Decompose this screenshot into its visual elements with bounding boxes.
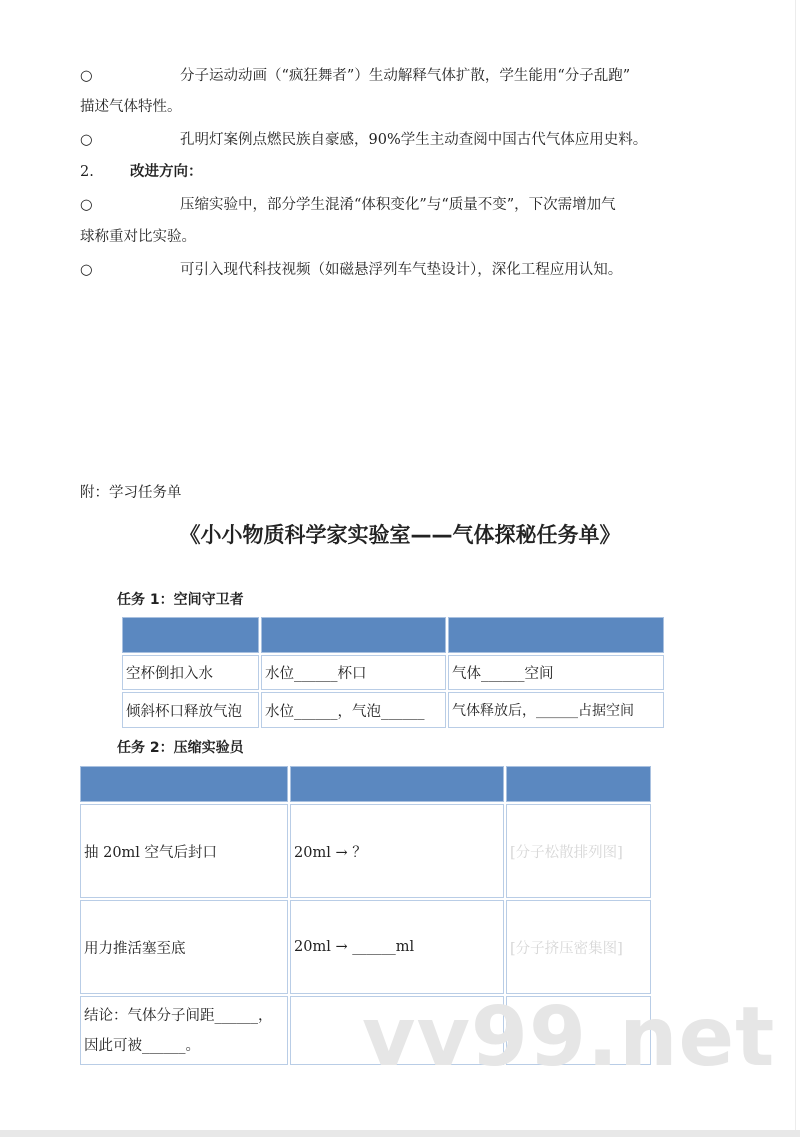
conclusion-line: 因此可被______。 [84, 1037, 200, 1054]
list-number: 2. [80, 164, 94, 180]
page-edge [795, 0, 796, 1130]
table-cell: 水位______杯口 [261, 655, 446, 690]
bullet-text-cont: 球称重对比实验。 [80, 229, 196, 245]
table-cell: 气体______空间 [448, 655, 664, 690]
table-header-cell [122, 617, 259, 653]
table-cell: 20ml → ？ [290, 804, 504, 898]
section-heading: 改进方向： [130, 164, 203, 180]
bullet-marker: ○ [80, 262, 93, 278]
table-cell: 空杯倒扣入水 [122, 655, 259, 690]
table-cell: 用力推活塞至底 [80, 900, 288, 994]
bullet-text-cont: 描述气体特性。 [80, 99, 182, 115]
bullet-text: 孔明灯案例点燃民族自豪感，90%学生主动查阅中国古代气体应用史料。 [180, 132, 648, 148]
bullet-text: 可引入现代科技视频（如磁悬浮列车气垫设计），深化工程应用认知。 [180, 262, 623, 278]
table-header-cell [80, 766, 288, 802]
table-header-cell [448, 617, 664, 653]
conclusion-cell [80, 996, 288, 1065]
task1-heading: 任务 1：空间守卫者 [117, 592, 244, 608]
table-cell: 倾斜杯口释放气泡 [122, 692, 259, 728]
table-cell: 气体释放后，______占据空间 [448, 692, 664, 728]
table-header-cell [261, 617, 446, 653]
bullet-marker: ○ [80, 197, 93, 213]
page-bottom-gap [0, 1130, 800, 1137]
bullet-text: 分子运动动画（“疯狂舞者”）生动解释气体扩散，学生能用“分子乱跑” [180, 68, 631, 84]
table-cell: 抽 20ml 空气后封口 [80, 804, 288, 898]
image-placeholder: [分子挤压密集图] [506, 900, 651, 994]
bullet-marker: ○ [80, 132, 93, 148]
conclusion-line: 结论：气体分子间距______， [84, 1007, 273, 1024]
table-cell: 20ml → ______ml [290, 900, 504, 994]
table-header-cell [290, 766, 504, 802]
bullet-marker: ○ [80, 68, 93, 84]
worksheet-title: 《小小物质科学家实验室——气体探秘任务单》 [179, 523, 621, 547]
appendix-label: 附：学习任务单 [80, 485, 182, 501]
table-header-cell [506, 766, 651, 802]
table-cell: 水位______，气泡______ [261, 692, 446, 728]
task2-heading: 任务 2：压缩实验员 [117, 740, 244, 756]
bullet-text: 压缩实验中，部分学生混淆“体积变化”与“质量不变”，下次需增加气 [180, 197, 616, 213]
image-placeholder: [分子松散排列图] [506, 804, 651, 898]
watermark: vv99.net [362, 990, 776, 1085]
